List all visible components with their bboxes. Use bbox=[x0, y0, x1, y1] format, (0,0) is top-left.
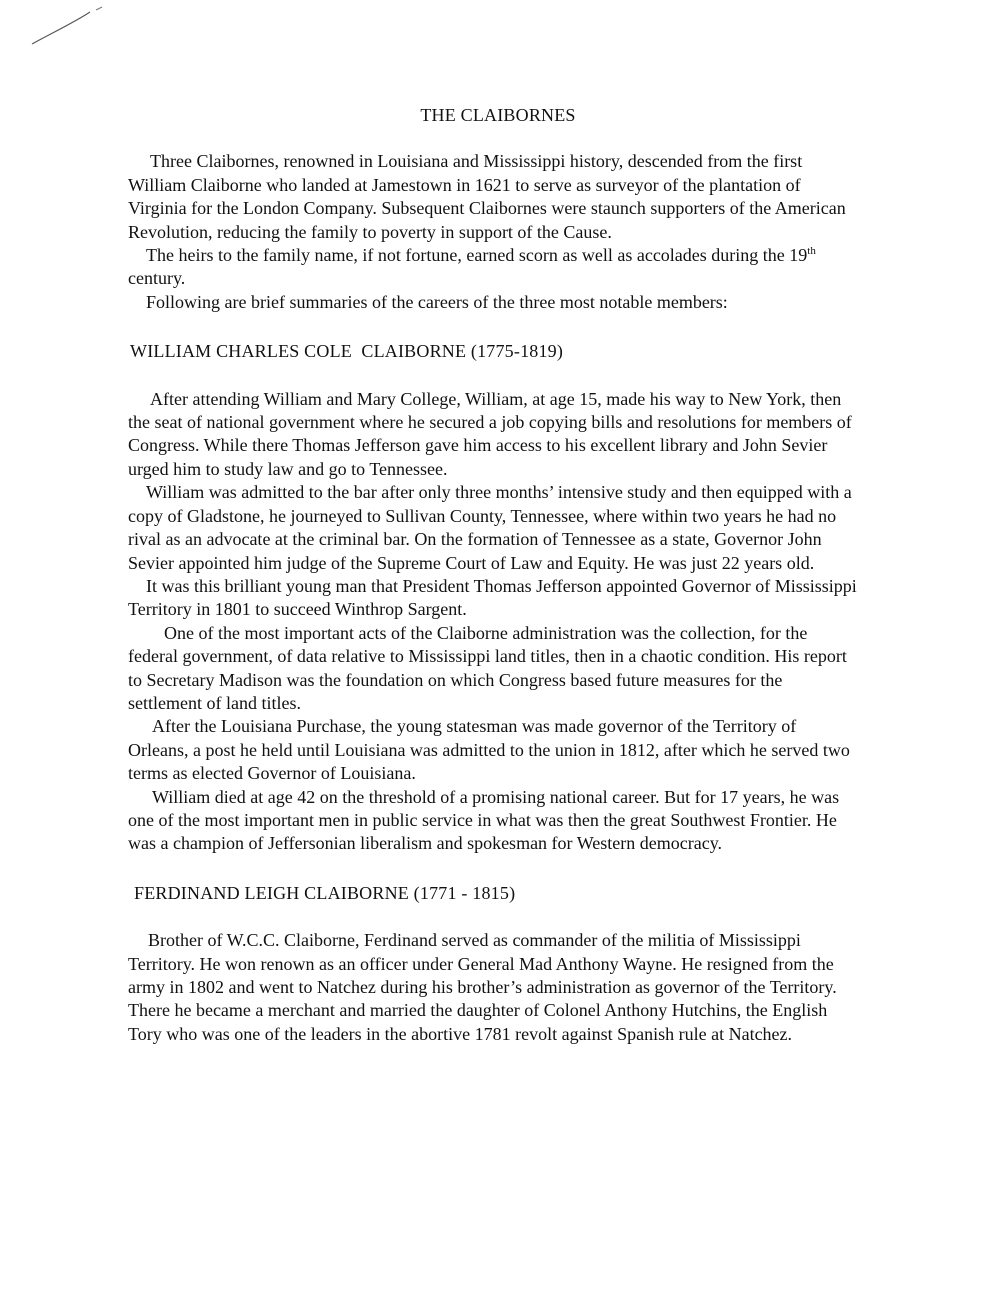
ordinal-superscript: th bbox=[807, 245, 816, 258]
section-paragraph: It was this brilliant young man that President Thomas Jefferson appointed Governor of Mississippi Territory in 1801 to succeed Winthrop Sargent. bbox=[128, 575, 857, 620]
section-paragraph: One of the most important acts of the Claiborne administration was the collection, for the federal government, of data relative to Mississippi land titles, then in a chaotic condition. His report to Secretary Madison was the foundation on which Congress based future measures for the settlement of land titles. bbox=[128, 622, 847, 713]
document-title: THE CLAIBORNES bbox=[420, 105, 576, 125]
section-heading: WILLIAM CHARLES COLE CLAIBORNE (1775-1819) bbox=[130, 341, 564, 362]
section-paragraph: William was admitted to the bar after only three months’ intensive study and then equipped with a copy of Gladstone, he journeyed to Sullivan County, Tennessee, where within two years he had no rival as an advocate at the criminal bar. On the formation of Tennessee as a state, Governor John Sevier appointed him judge of the Supreme Court of Law and Equity. He was just 22 years old. bbox=[128, 482, 852, 573]
intro-paragraph: Three Claibornes, renowned in Louisiana and Mississippi history, descended from the first William Claiborne who landed at Jamestown in 1621 to serve as surveyor of the plantation of Virginia for the London Company. Subsequent Claibornes were staunch supporters of the American Revolution, reducing the family to poverty in support of the Cause. bbox=[128, 151, 846, 242]
intro-paragraph bbox=[128, 244, 858, 291]
section-paragraph: After attending William and Mary College, William, at age 15, made his way to New York, then the seat of national government where he secured a job copying bills and resolutions for members of Congress. While there Thomas Jefferson gave him access to his excellent library and John Sevier urged him to study law and go to Tennessee. bbox=[128, 388, 852, 479]
intro-text: The heirs to the family name, if not fortune, earned scorn as well as accolades during the 19 bbox=[146, 245, 808, 266]
section-paragraph: After the Louisiana Purchase, the young statesman was made governor of the Territory of Orleans, a post he held until Louisiana was admitted to the union in 1812, after which he served two terms as elected Governor of Louisiana. bbox=[128, 716, 850, 784]
document-page bbox=[128, 104, 858, 1046]
intro-text: century. bbox=[128, 268, 186, 289]
section-paragraph: Brother of W.C.C. Claiborne, Ferdinand served as commander of the militia of Mississippi Territory. He won renown as an officer under General Mad Anthony Wayne. He resigned from the army in 1802 and went to Natchez during his brother’s administration as governor of the Territory. There he became a merchant and married the daughter of Colonel Anthony Hutchins, the English Tory who was one of the leaders in the abortive 1781 revolt against Spanish rule at Natchez. bbox=[128, 930, 837, 1044]
section-paragraph: William died at age 42 on the threshold of a promising national career. But for 17 years, he was one of the most important men in public service in what was then the great Southwest Frontier. He was a champion of Jeffersonian liberalism and spokesman for Western democracy. bbox=[128, 786, 840, 854]
section-heading: FERDINAND LEIGH CLAIBORNE (1771 - 1815) bbox=[134, 882, 516, 903]
pen-stroke-mark bbox=[30, 4, 110, 48]
intro-paragraph: Following are brief summaries of the careers of the three most notable members: bbox=[146, 291, 728, 312]
